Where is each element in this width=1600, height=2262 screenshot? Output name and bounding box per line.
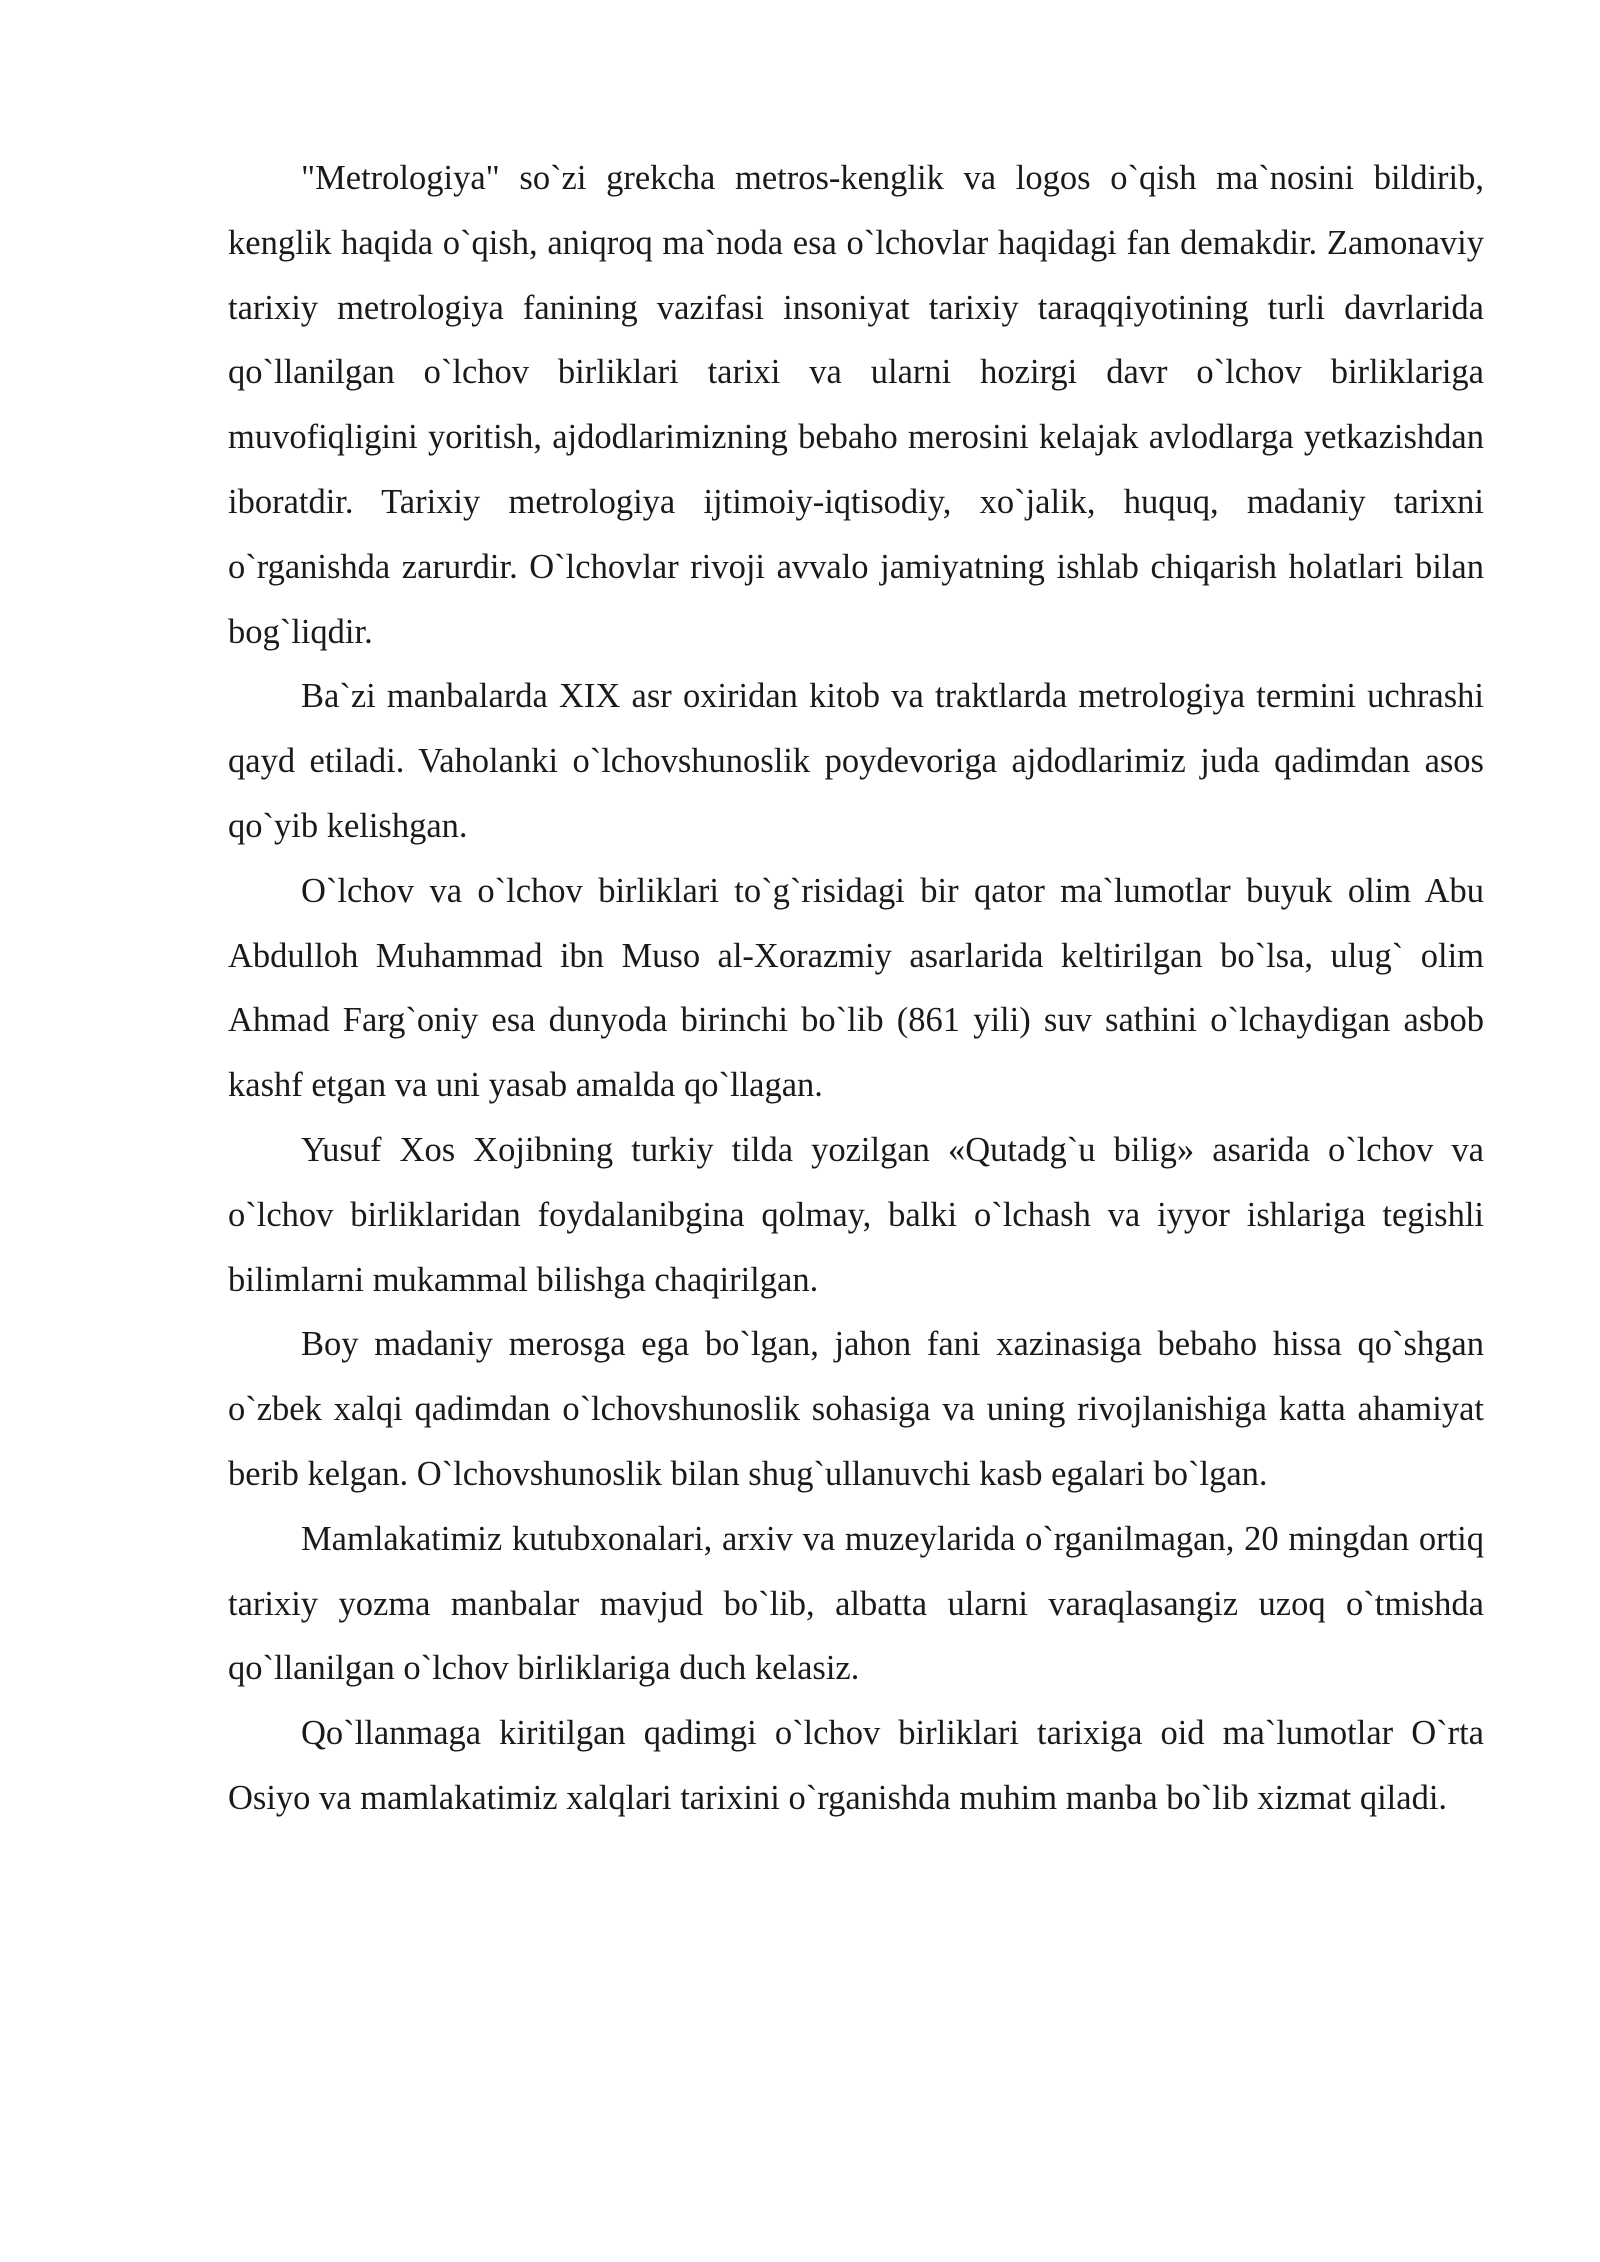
paragraph-6: Mamlakatimiz kutubxonalari, arxiv va muzeylarida o`rganilmagan, 20 mingdan ortiq tarixiy yozma manbalar mavjud bo`lib, albatta ularni varaqlasangiz uzoq o`tmishda qo`llanilgan o`lchov birliklariga duch kelasiz. [228,1519,1484,1688]
paragraph-7: Qo`llanmaga kiritilgan qadimgi o`lchov birliklari tarixiga oid ma`lumotlar O`rta Osiyo va mamlakatimiz xalqlari tarixini o`rganishda muhim manba bo`lib xizmat qiladi. [228,1714,1484,1817]
paragraph-2: Ba`zi manbalarda XIX asr oxiridan kitob va traktlarda metrologiya termini uchrashi qayd etiladi. Vaholanki o`lchovshunoslik poydevoriga ajdodlarimiz juda qadimdan asos qo`yib kelishgan. [228,677,1484,845]
paragraph-5: Boy madaniy merosga ega bo`lgan, jahon fani xazinasiga bebaho hissa qo`shgan o`zbek xalqi qadimdan o`lchovshunoslik sohasiga va uning rivojlanishiga katta ahamiyat berib kelgan. O`lchovshunoslik bilan shug`ullanuvchi kasb egalari bo`lgan. [228,1325,1484,1493]
paragraph-1: "Metrologiya" so`zi grekcha metros-kenglik va logos o`qish ma`nosini bildirib, kenglik haqida o`qish, aniqroq ma`noda esa o`lchovlar haqidagi fan demakdir. Zamonaviy tarixiy metrologiya fanining vazifasi insoniyat tarixiy taraqqiyotining turli davrlarida qo`llanilgan o`lchov birliklari tarixi va ularni hozirgi davr o`lchov birliklariga muvofiqligini yoritish, ajdodlarimizning bebaho merosini kelajak avlodlarga yetkazishdan iboratdir. Tarixiy metrologiya ijtimoiy-iqtisodiy, xo`jalik, huquq, madaniy tarixni o`rganishda zarurdir. O`lchovlar rivoji avvalo jamiyatning ishlab chiqarish holatlari bilan bog`liqdir. [228,159,1484,651]
document-body [228,146,1484,1831]
paragraph-4: Yusuf Xos Xojibning turkiy tilda yozilgan «Qutadg`u bilig» asarida o`lchov va o`lchov birliklaridan foydalanibgina qolmay, balki o`lchash va iyyor ishlariga tegishli bilimlarni mukammal bilishga chaqirilgan. [228,1130,1484,1299]
paragraph-3: O`lchov va o`lchov birliklari to`g`risidagi bir qator ma`lumotlar buyuk olim Abu Abdulloh Muhammad ibn Muso al-Xorazmiy asarlarida keltirilgan bo`lsa, ulug` olim Ahmad Farg`oniy esa dunyoda birinchi bo`lib (861 yili) suv sathini o`lchaydigan asbob kashf etgan va uni yasab amalda qo`llagan. [228,871,1484,1105]
